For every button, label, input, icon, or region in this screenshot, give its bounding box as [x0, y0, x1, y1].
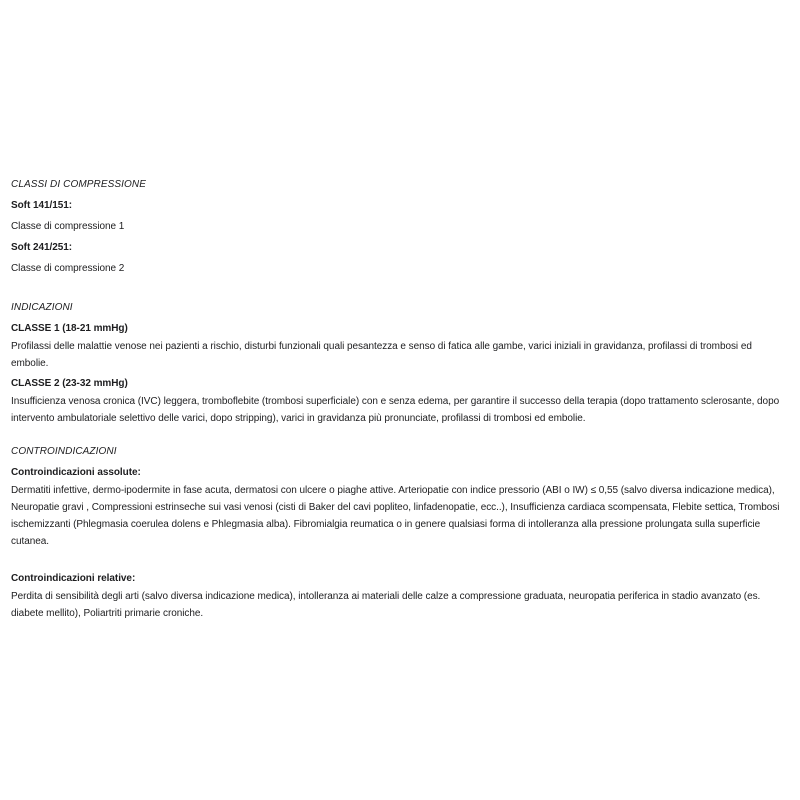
- compression-class-label: Soft 141/151:: [11, 200, 73, 211]
- contraindication-description: Perdita di sensibilità degli arti (salvo diversa indicazione medica), intolleranza ai materiali delle calze a compressione graduata, neuropatia periferica in stadio avanzato (es. diabete mellito), Poliartriti primarie croniche.: [11, 591, 761, 619]
- compression-class-value: Classe di compressione 1: [11, 221, 125, 232]
- compression-class-item: [11, 197, 790, 235]
- contraindication-label: Controindicazioni assolute:: [11, 467, 141, 478]
- indication-class-description: Profilassi delle malattie venose nei pazienti a rischio, disturbi funzionali quali pesantezza e senso di fatica alle gambe, varici iniziali in gravidanza, profilassi di trombosi ed embolie.: [11, 341, 752, 369]
- section-indications: [11, 299, 790, 427]
- indication-item: [11, 375, 790, 427]
- contraindication-label: Controindicazioni relative:: [11, 573, 136, 584]
- compression-classes-heading: CLASSI DI COMPRESSIONE: [11, 179, 147, 190]
- indication-class-label: CLASSE 2 (23-32 mmHg): [11, 378, 128, 389]
- section-compression-classes: [11, 176, 790, 277]
- product-info-document: [11, 176, 790, 625]
- indication-class-label: CLASSE 1 (18-21 mmHg): [11, 323, 128, 334]
- compression-class-label: Soft 241/251:: [11, 242, 73, 253]
- indication-item: [11, 320, 790, 372]
- contraindication-item-relative: [11, 570, 790, 622]
- indications-heading: INDICAZIONI: [11, 302, 73, 313]
- contraindication-description: Dermatiti infettive, dermo-ipodermite in fase acuta, dermatosi con ulcere o piaghe attive. Arteriopatie con indice pressorio (ABI o IW) ≤ 0,55 (salvo diversa indicazione medica), Neuropatie gravi , Compressioni estrinseche sui vasi venosi (cisti di Baker del cavi popliteo, linfadenopatie, ecc..), Insufficienza cardiaca scompensata, Flebite settica, Trombosi ischemizzanti (Phlegmasia coerulea dolens e Phlegmasia alba). Fibromialgia reumatica o in genere qualsiasi forma di intolleranza alla pressione prolungata sulla superficie cutanea.: [11, 485, 780, 547]
- indication-class-description: Insufficienza venosa cronica (IVC) leggera, tromboflebite (trombosi superficiale) con e senza edema, per garantire il successo della terapia (dopo trattamento sclerosante, dopo intervento ambulatoriale selettivo delle varici, dopo stripping), varici in gravidanza più pronunciate, profilassi di trombosi ed embolie.: [11, 396, 780, 424]
- contraindications-heading: CONTROINDICAZIONI: [11, 446, 117, 457]
- section-contraindications: [11, 443, 790, 622]
- compression-class-item: [11, 239, 790, 277]
- compression-class-value: Classe di compressione 2: [11, 263, 125, 274]
- contraindication-item-absolute: [11, 464, 790, 550]
